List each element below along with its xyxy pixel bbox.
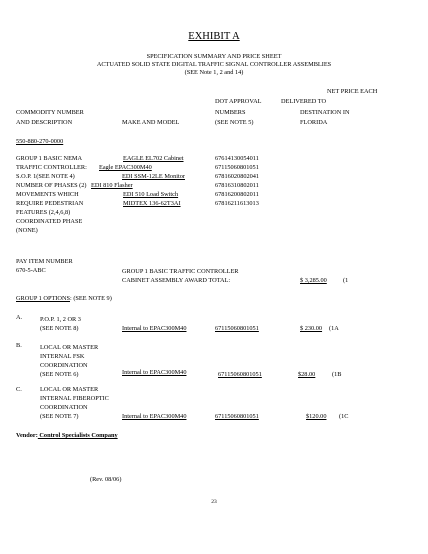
group1-desc-line: FEATURES (2,4,6,8)	[16, 209, 71, 216]
header-net-price-3: DESTINATION IN	[300, 109, 350, 116]
group1-desc-line: COORDINATED PHASE	[16, 218, 83, 225]
group1-options-note: : (SEE NOTE 9)	[70, 295, 112, 302]
group1-make: MIDTEX 136-62T3AI	[123, 200, 181, 207]
group1-dot-number: 67115060801051	[215, 164, 259, 171]
option-suffix: (1C	[339, 413, 349, 420]
group1-dot-number: 67816211613013	[215, 200, 259, 207]
award-line-2: CABINET ASSEMBLY AWARD TOTAL:	[122, 277, 231, 284]
header-net-price-1: NET PRICE EACH	[327, 88, 378, 95]
group1-dot-number: 67816020802041	[215, 173, 260, 180]
award-line-1: GROUP 1 BASIC TRAFFIC CONTROLLER	[122, 268, 239, 275]
option-suffix: (1A	[329, 325, 339, 332]
group1-desc-line: TRAFFIC CONTROLLER:	[16, 164, 87, 171]
group1-dot-number: 67816310802011	[215, 182, 259, 189]
group1-options-header	[16, 295, 112, 303]
option-desc-line: (SEE NOTE 6)	[40, 371, 79, 378]
vendor-label: Vendor:	[16, 432, 38, 439]
commodity-number: 550-880-270-0000	[16, 138, 64, 145]
group1-desc-line: S.O.P. 1(SEE NOTE 4)	[16, 173, 75, 180]
option-letter: A.	[16, 314, 23, 321]
revision-note: (Rev. 08/06)	[90, 476, 122, 483]
spec-title-line-3: (SEE Note 1, 2 and 14)	[184, 69, 244, 76]
group1-desc-line: GROUP 1 BASIC NEMA	[16, 155, 83, 162]
option-desc-line: P.O.P. 1, 2 OR 3	[40, 316, 81, 323]
group1-desc-line: NUMBER OF PHASES (2)	[16, 182, 87, 189]
group1-make: Eagle EPAC300M40	[99, 164, 152, 171]
award-total-price: $ 3,285.00	[300, 277, 327, 284]
option-desc-line: LOCAL OR MASTER	[40, 344, 99, 351]
option-price: $28.00	[298, 371, 316, 378]
option-price: $ 230.00	[300, 325, 323, 332]
award-suffix: (1	[343, 277, 349, 284]
option-desc-line: (SEE NOTE 7)	[40, 413, 79, 420]
option-suffix: (1B	[332, 371, 342, 378]
header-net-price-4: FLORIDA	[300, 119, 328, 126]
header-commodity-1: COMMODITY NUMBER	[16, 109, 84, 116]
option-make: Internal to EPAC300M40	[122, 413, 187, 420]
header-dot-3: (SEE NOTE 5)	[215, 119, 254, 126]
option-dot-number: 67115060801051	[215, 413, 259, 420]
group1-make: EDI 810 Flasher	[91, 182, 133, 189]
option-make: Internal to EPAC300M40	[122, 369, 187, 376]
group1-make: EAGLE EL702 Cabinet	[123, 155, 184, 162]
option-desc-line: COORDINATION	[40, 362, 88, 369]
option-dot-number: 67115060801051	[215, 325, 259, 332]
header-dot-2: NUMBERS	[215, 109, 246, 116]
group1-make: EDI SSM-12LE Monitor	[122, 173, 185, 180]
group1-options-label: GROUP 1 OPTIONS	[16, 295, 70, 302]
option-make: Internal to EPAC300M40	[122, 325, 187, 332]
option-desc-line: INTERNAL FIBEROPTIC	[40, 395, 109, 402]
group1-dot-number: 67816200802011	[215, 191, 259, 198]
option-price: $120.00	[306, 413, 327, 420]
option-desc-line: (SEE NOTE 8)	[40, 325, 79, 332]
vendor-line	[16, 432, 118, 440]
group1-desc-line: REQUIRE PEDESTRIAN	[16, 200, 84, 207]
header-net-price-2: DELIVERED TO	[281, 98, 327, 105]
header-make-model: MAKE AND MODEL	[122, 119, 180, 126]
option-desc-line: COORDINATION	[40, 404, 88, 411]
header-dot-1: DOT APPROVAL	[215, 98, 262, 105]
spec-title-line-2: ACTUATED SOLID STATE DIGITAL TRAFFIC SIGNAL CONTROLLER ASSEMBLIES	[96, 61, 332, 68]
option-letter: B.	[16, 342, 22, 349]
vendor-name: Control Specialists Company	[37, 432, 118, 439]
header-commodity-2: AND DESCRIPTION	[16, 119, 73, 126]
group1-desc-line: (NONE)	[16, 227, 38, 234]
page-number: 23	[211, 499, 217, 505]
pay-item-label: PAY ITEM NUMBER	[16, 258, 73, 265]
group1-dot-number: 67614130054011	[215, 155, 259, 162]
pay-item-number: 670-5-ABC	[16, 267, 46, 274]
option-dot-number: 67115060801051	[218, 371, 262, 378]
option-desc-line: INTERNAL FSK	[40, 353, 85, 360]
group1-desc-line: MOVEMENTS WHICH	[16, 191, 79, 198]
group1-make: EDI 510 Load Switch	[123, 191, 179, 198]
option-desc-line: LOCAL OR MASTER	[40, 386, 99, 393]
exhibit-title: EXHIBIT A	[188, 31, 240, 42]
option-letter: C.	[16, 386, 22, 393]
spec-title-line-1: SPECIFICATION SUMMARY AND PRICE SHEET	[146, 53, 282, 60]
